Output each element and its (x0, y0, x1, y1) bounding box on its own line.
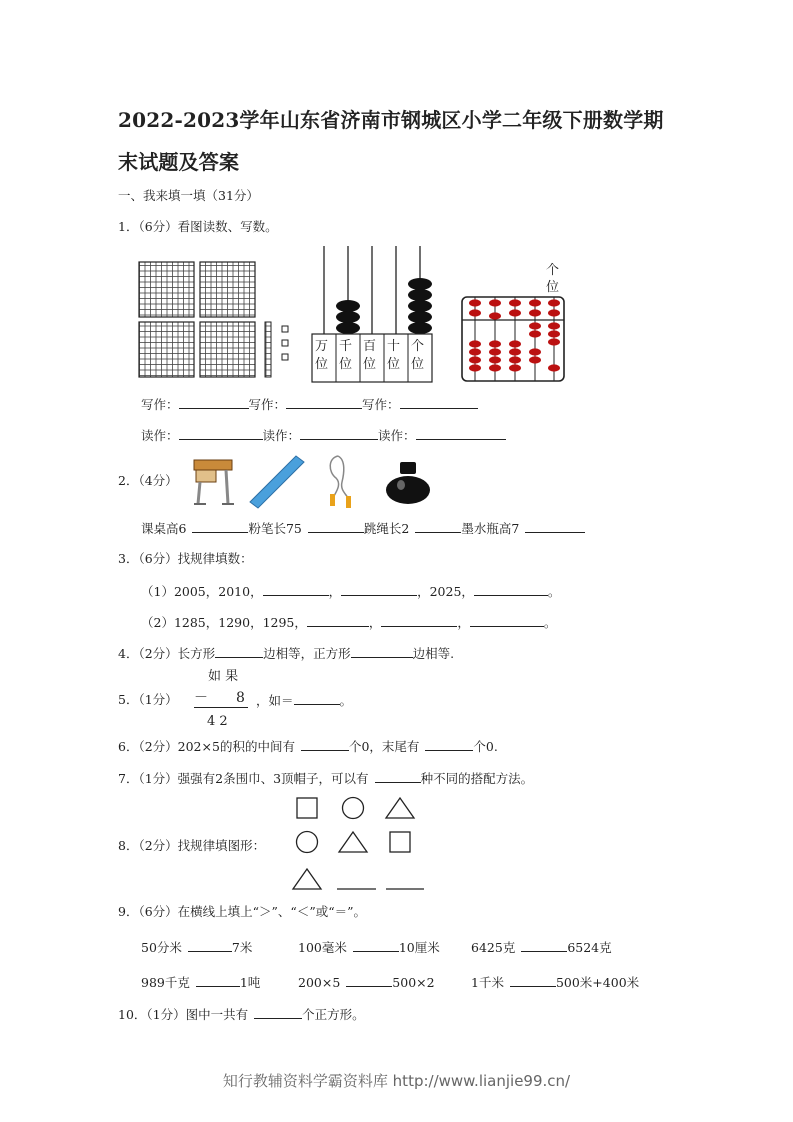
read-blank-3[interactable] (416, 427, 506, 440)
q6-blank-1[interactable] (301, 738, 349, 751)
place-value-abacus (312, 242, 436, 384)
q5-end: 。 (339, 693, 353, 708)
square-shape (390, 832, 410, 852)
question-9: 9．（6分）在横线上填上“＞”、“＜”或“＝”。 (118, 904, 366, 919)
document-title: 2022-2023学年山东省济南市钢城区小学二年级下册数学期 (118, 108, 664, 132)
q5-bottom-text: 4 2 (207, 714, 228, 729)
read-blank-1[interactable] (179, 427, 263, 440)
label-qian: 千位 (339, 339, 353, 372)
q3-l2-blank-2[interactable] (381, 614, 457, 627)
q9-r1c3-b: 6524克 (567, 940, 612, 955)
q3-l1-mid: ，2025， (417, 584, 474, 599)
q9-r2c3-blank[interactable] (510, 974, 556, 987)
rope-blank[interactable] (415, 520, 461, 533)
q9-r1c2-a: 100毫米 (298, 940, 347, 955)
q6-start: 6．（2分）202×5的积的中间有 (118, 739, 295, 754)
square-shape (297, 798, 317, 818)
question-2: 2．（4分） (118, 473, 178, 488)
q5-top-text: 如 果 (208, 669, 239, 684)
write-blank-1[interactable] (179, 396, 249, 409)
q3-l1-blank-2[interactable] (341, 583, 417, 596)
abacus-ge-label: 个位 (546, 263, 560, 295)
label-ge: 个位 (411, 339, 425, 372)
question-3: 3．（6分）找规律填数： (118, 551, 253, 566)
write-blank-2[interactable] (286, 396, 362, 409)
q2-blanks (141, 520, 585, 537)
desk-icon (194, 460, 234, 504)
q6-end: 个0. (473, 739, 498, 754)
hundred-blocks (134, 260, 294, 402)
q7-blank[interactable] (375, 770, 421, 783)
bead-abacus (460, 242, 570, 384)
q4-blank-2[interactable] (351, 645, 413, 658)
q5-after-text: ，如＝ (256, 693, 294, 708)
write-label-1: 写作： (141, 397, 179, 412)
chalk-text: 粉笔长75 (248, 521, 302, 536)
chalk-icon (250, 456, 304, 508)
q7-start: 7．（1分）强强有2条围巾、3顶帽子，可以有 (118, 771, 369, 786)
footer-watermark: 知行教辅资料学霸资料库 http://www.lianjie99.cn/ (222, 1072, 571, 1090)
q3-l2-start: （2）1285，1290，1295， (141, 615, 307, 630)
q9-r2c1-blank[interactable] (196, 974, 240, 987)
q9-row-1-col-2 (298, 939, 440, 956)
q2-images (186, 452, 476, 512)
q1-image (134, 242, 568, 384)
shape-pattern (290, 795, 430, 895)
q9-r2c2-a: 200×5 (298, 975, 341, 990)
circle-shape (297, 832, 318, 853)
read-label-2: 读作： (262, 428, 301, 443)
document-title-cont: 末试题及答案 (118, 150, 240, 174)
q9-row-1-col-3 (471, 939, 612, 956)
jump-rope-icon (330, 456, 351, 508)
question-1: 1．（6分）看图读数、写数。 (118, 219, 278, 234)
q3-line-1 (141, 583, 560, 600)
ink-blank[interactable] (525, 520, 585, 533)
label-bai: 百位 (363, 339, 377, 372)
write-label-3: 写作： (362, 397, 400, 412)
q9-r2c3-a: 1千米 (471, 975, 504, 990)
q9-r1c1-blank[interactable] (188, 939, 232, 952)
ink-text: 墨水瓶高7 (461, 521, 520, 536)
question-10 (118, 1006, 365, 1023)
q10-end: 个正方形。 (302, 1007, 365, 1022)
q10-start: 10．（1分）图中一共有 (118, 1007, 249, 1022)
q1-read-row (141, 427, 506, 444)
q5-blank[interactable] (294, 692, 340, 705)
q3-l1-start: （1）2005，2010， (141, 584, 263, 599)
write-blank-3[interactable] (400, 396, 478, 409)
q3-l2-sep-2: ， (457, 615, 470, 630)
label-shi: 十位 (387, 339, 401, 372)
q3-l1-blank-3[interactable] (474, 583, 548, 596)
q1-write-row (141, 396, 478, 413)
q5-line (194, 707, 248, 708)
q3-l2-blank-1[interactable] (307, 614, 369, 627)
desk-blank[interactable] (192, 520, 248, 533)
read-label-3: 读作： (378, 428, 416, 443)
q9-r2c2-b: 500×2 (392, 975, 435, 990)
q3-l1-sep: ， (328, 584, 342, 599)
q9-r1c3-a: 6425克 (471, 940, 516, 955)
read-blank-2[interactable] (300, 427, 378, 440)
q9-r2c2-blank[interactable] (346, 974, 392, 987)
q9-row-1 (141, 939, 252, 956)
q4-blank-1[interactable] (215, 645, 263, 658)
section-heading: 一、我来填一填（31分） (118, 188, 259, 203)
triangle-shape (339, 832, 367, 852)
q4-mid: 边相等，正方形 (263, 646, 351, 661)
triangle-shape (386, 798, 414, 818)
q3-l2-end: 。 (543, 615, 557, 630)
q9-row-2-col-2 (298, 974, 435, 991)
ink-bottle-icon (386, 462, 430, 504)
question-7 (118, 770, 533, 787)
read-label-1: 读作： (141, 428, 179, 443)
q4-start: 4．（2分）长方形 (118, 646, 216, 661)
q9-row-2 (141, 974, 260, 991)
q9-r1c1-b: 7米 (231, 940, 253, 955)
q9-r2c3-b: 500米+400米 (555, 975, 640, 990)
circle-shape (343, 798, 364, 819)
q9-r2c1-a: 989千克 (141, 975, 190, 990)
q10-blank[interactable] (254, 1006, 302, 1019)
chalk-blank[interactable] (308, 520, 364, 533)
q9-r1c2-b: 10厘米 (398, 940, 440, 955)
q3-l1-end: 。 (547, 584, 561, 599)
write-label-2: 写作： (248, 397, 287, 412)
q3-line-2 (141, 614, 556, 631)
q5-eight: 8 (236, 690, 245, 706)
q9-row-2-col-3 (471, 974, 639, 991)
desk-text: 课桌高6 (141, 521, 187, 536)
rope-text: 跳绳长2 (363, 521, 410, 536)
question-5: 5．（1分） (118, 692, 178, 707)
question-8: 8．（2分）找规律填图形： (118, 838, 266, 853)
q5-minus: － (194, 690, 208, 706)
q6-blank-2[interactable] (425, 738, 473, 751)
q4-end: 边相等. (412, 646, 455, 661)
question-4 (118, 645, 454, 662)
q7-end: 种不同的搭配方法。 (420, 771, 534, 786)
q6-mid: 个0，末尾有 (348, 739, 420, 754)
q3-l2-blank-3[interactable] (470, 614, 544, 627)
q9-r1c3-blank[interactable] (521, 939, 567, 952)
question-6 (118, 738, 498, 755)
q5-after (256, 692, 352, 709)
q3-l1-blank-1[interactable] (263, 583, 329, 596)
q9-r2c1-b: 1吨 (239, 975, 261, 990)
q9-r1c2-blank[interactable] (353, 939, 399, 952)
q3-l2-sep-1: ， (368, 615, 382, 630)
label-wan: 万位 (315, 339, 329, 372)
triangle-shape (293, 869, 321, 889)
q9-r1c1-a: 50分米 (141, 940, 182, 955)
